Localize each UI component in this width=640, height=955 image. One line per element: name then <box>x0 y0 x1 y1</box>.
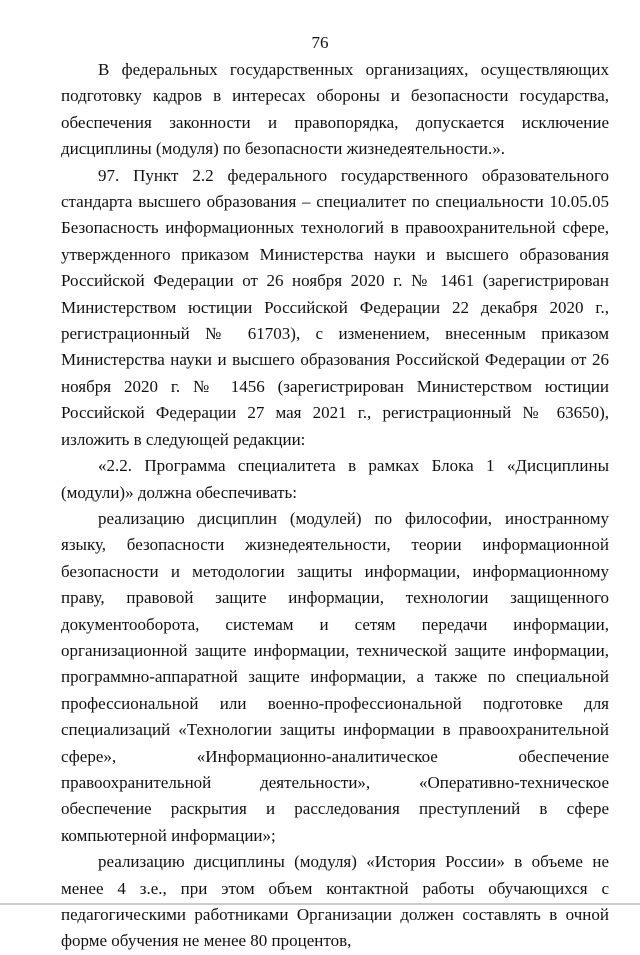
paragraph-exclusion-clause: В федеральных государственных организациях, осуществляющих подготовку кадров в интересах обороны и безопасности государства, обеспечения законности и правопорядка, допускается исключение дисциплины (модуля) по безопасности жизнедеятельности.». <box>61 60 609 159</box>
document-body <box>61 57 609 955</box>
paragraph-item-2-2: «2.2. Программа специалитета в рамках Блока 1 «Дисциплины (модули)» должна обеспечивать: <box>61 456 609 502</box>
page-number: 76 <box>311 33 329 52</box>
paragraph-item-97: 97. Пункт 2.2 федерального государственного образовательного стандарта высшего образования – специалитет по специальности 10.05.05 Безопасность информационных технологий в правоохранительной сфере, утвержденного приказом Министерства науки и высшего образования Российской Федерации от 26 ноября 2020 г. № 1461 (зарегистрирован Министерством юстиции Российской Федерации 22 декабря 2020 г., регистрационный № 61703), с изменением, внесенным приказом Министерства науки и высшего образования Российской Федерации от 26 ноября 2020 г. № 1456 (зарегистрирован Министерством юстиции Российской Федерации 27 мая 2021 г., регистрационный № 63650), изложить в следующей редакции: <box>61 165 609 449</box>
paragraph-disciplines-list: реализацию дисциплин (модулей) по философии, иностранному языку, безопасности жизнедеятельности, теории информационной безопасности и методологии защиты информации, информационному праву, правовой защите информации, технологии защищенного документооборота, системам и сетям передачи информации, организационной защите информации, технической защите информации, программно-аппаратной защите информации, а также по специальной профессиональной или военно-профессиональной подготовке для специализаций «Технологии защиты информации в правоохранительной сфере», «Информационно-аналитическое обеспечение правоохранительной деятельности», «Оперативно-техническое обеспечение раскрытия и расследования преступлений в сфере компьютерной информации»; <box>61 508 609 845</box>
paragraph-history-discipline: реализацию дисциплины (модуля) «История России» в объеме не менее 4 з.е., при этом объем контактной работы обучающихся с педагогическими работниками Организации должен составлять в очной форме обучения не менее 80 процентов, <box>61 852 609 951</box>
